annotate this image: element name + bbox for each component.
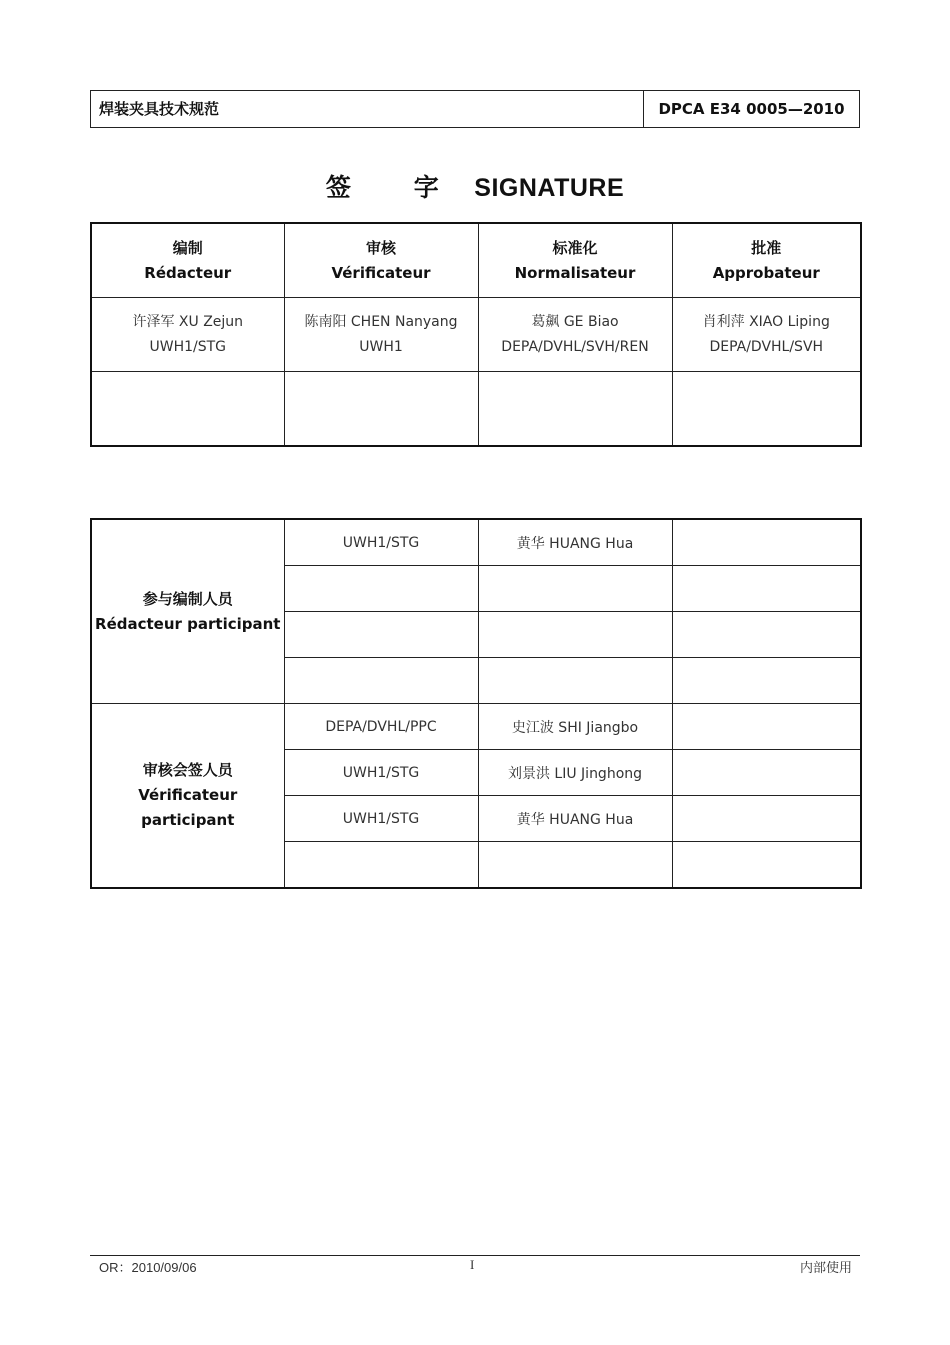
signer-dept: UWH1 xyxy=(359,338,403,355)
signature-field xyxy=(672,372,861,447)
header-zh: 审核 xyxy=(365,238,396,257)
footer-divider xyxy=(90,1255,860,1256)
signer-cell xyxy=(672,298,861,372)
signer-dept: DEPA/DVHL/SVH xyxy=(709,338,824,355)
participant-dept: UWH1/STG xyxy=(284,796,478,842)
signer-name: 肖利萍 XIAO Liping xyxy=(702,313,830,330)
participant-dept xyxy=(284,842,478,889)
participant-row xyxy=(91,704,861,750)
participants-table xyxy=(90,518,862,889)
participant-dept xyxy=(284,658,478,704)
signer-cell xyxy=(91,298,284,372)
group-label-fr: Rédacteur participant xyxy=(95,614,281,633)
signature-field xyxy=(284,372,478,447)
header-zh: 标准化 xyxy=(552,238,598,257)
signer-name: 许泽军 XU Zejun xyxy=(132,313,244,330)
header-zh: 编制 xyxy=(172,238,203,257)
footer-page-number: I xyxy=(470,1257,475,1272)
signer-row xyxy=(91,298,861,372)
signature-heading xyxy=(0,168,950,204)
signer-cell xyxy=(478,298,672,372)
participant-dept xyxy=(284,566,478,612)
footer-release-date: OR：2010/09/06 xyxy=(99,1260,197,1275)
signer-name: 陈南阳 CHEN Nanyang xyxy=(304,313,458,330)
group-label-redacteur-participant xyxy=(91,519,284,704)
header-fr: Rédacteur xyxy=(144,263,232,282)
participant-dept xyxy=(284,612,478,658)
header-cell-normalisateur xyxy=(478,223,672,298)
participant-row xyxy=(91,519,861,566)
signature-heading-zh: 签 字 xyxy=(325,174,467,202)
signature-blank-row xyxy=(91,372,861,447)
document-title: 焊装夹具技术规范 xyxy=(91,91,644,127)
signature-field xyxy=(91,372,284,447)
participant-signature xyxy=(672,658,861,704)
document-header xyxy=(90,90,860,128)
signer-dept: UWH1/STG xyxy=(149,338,227,355)
group-label-verificateur-participant xyxy=(91,704,284,889)
participant-signature xyxy=(672,704,861,750)
signer-dept: DEPA/DVHL/SVH/REN xyxy=(501,338,649,355)
header-fr: Normalisateur xyxy=(514,263,636,282)
participant-signature xyxy=(672,519,861,566)
participant-name: 刘景洪 LIU Jinghong xyxy=(478,750,672,796)
participant-name xyxy=(478,658,672,704)
participant-name xyxy=(478,842,672,889)
participant-signature xyxy=(672,612,861,658)
participant-dept: UWH1/STG xyxy=(284,750,478,796)
participant-dept: DEPA/DVHL/PPC xyxy=(284,704,478,750)
signature-heading-en: SIGNATURE xyxy=(474,174,625,202)
header-zh: 批准 xyxy=(751,238,782,257)
participant-name xyxy=(478,612,672,658)
signer-name: 葛飙 GE Biao xyxy=(531,313,619,330)
participant-signature xyxy=(672,842,861,889)
signature-table xyxy=(90,222,862,447)
signature-field xyxy=(478,372,672,447)
document-code: DPCA E34 0005—2010 xyxy=(658,100,845,118)
participant-name: 黄华 HUANG Hua xyxy=(478,519,672,566)
group-label-zh: 审核会签人员 xyxy=(142,761,233,779)
header-cell-approbateur xyxy=(672,223,861,298)
header-cell-redacteur xyxy=(91,223,284,298)
participant-name: 黄华 HUANG Hua xyxy=(478,796,672,842)
header-fr: Approbateur xyxy=(712,263,820,282)
participant-dept: UWH1/STG xyxy=(284,519,478,566)
signature-header-row xyxy=(91,223,861,298)
participant-name xyxy=(478,566,672,612)
participant-signature xyxy=(672,796,861,842)
participant-signature xyxy=(672,750,861,796)
group-label-zh: 参与编制人员 xyxy=(142,589,233,608)
header-fr: Vérificateur xyxy=(331,263,431,282)
footer-classification: 内部使用 xyxy=(799,1260,852,1275)
participant-name: 史江波 SHI Jiangbo xyxy=(478,704,672,750)
header-cell-verificateur xyxy=(284,223,478,298)
group-label-fr: Vérificateur participant xyxy=(138,786,238,829)
signer-cell xyxy=(284,298,478,372)
participant-signature xyxy=(672,566,861,612)
